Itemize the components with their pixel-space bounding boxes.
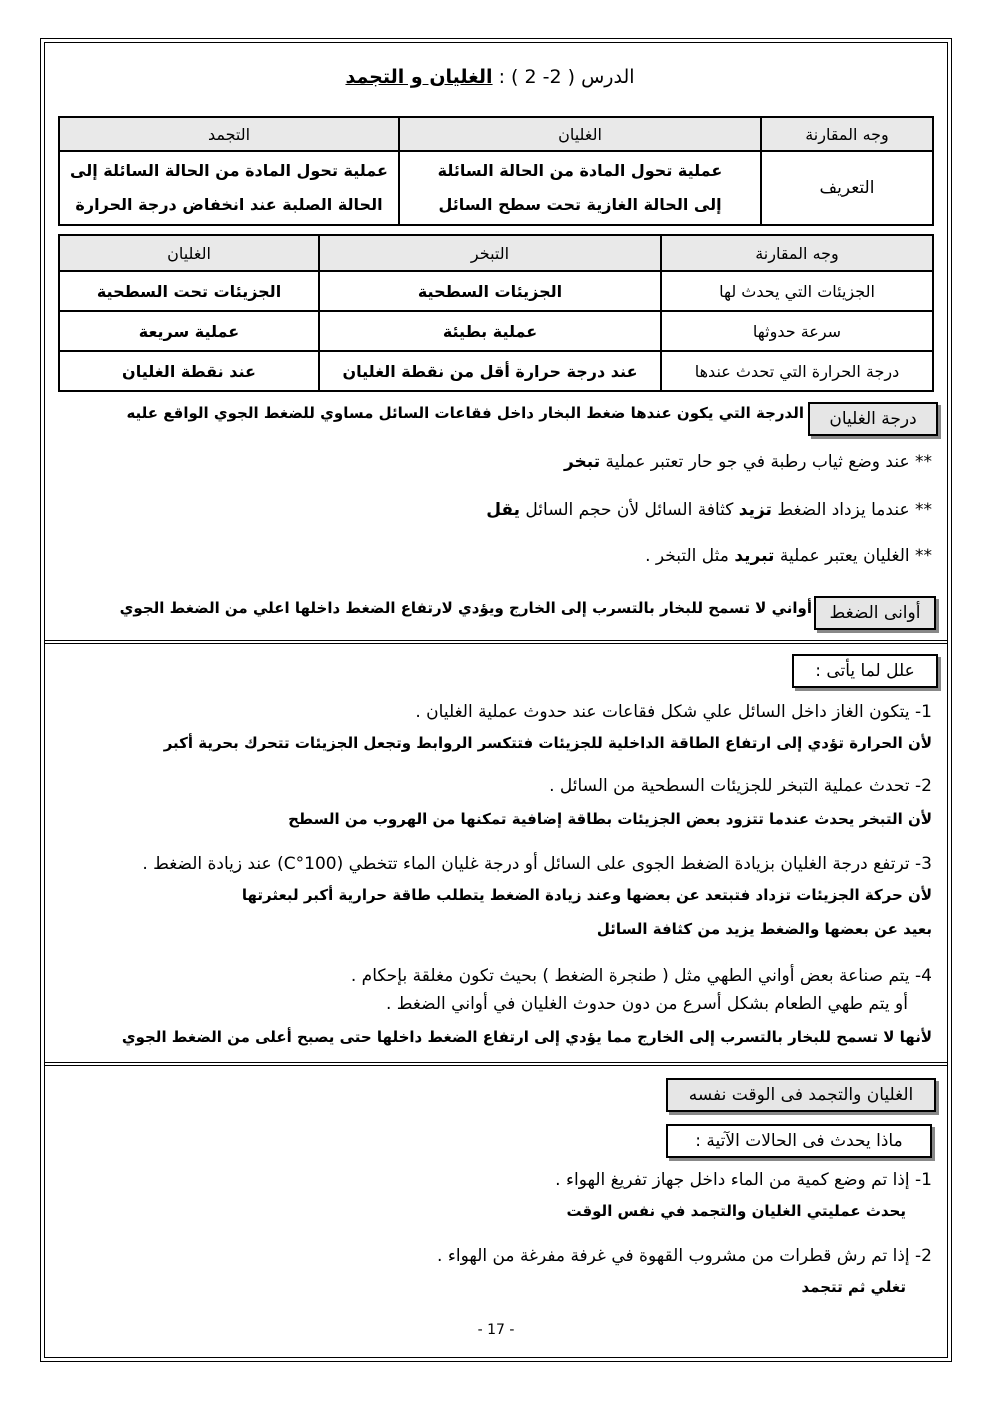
explain-a1: لأن الحرارة تؤدي إلى ارتفاع الطاقة الداخلية للجزيئات فتتكسر الروابط وتجعل الجزيئات تتحرك بحرية أكبر — [163, 734, 932, 752]
case-q1: 1- إذا تم وضع كمية من الماء داخل جهاز تفريغ الهواء . — [555, 1170, 932, 1190]
comparison-table-definition — [58, 116, 934, 226]
boiling-point-definition: الدرجة التي يكون عندها ضغط البخار داخل فقاعات السائل مساوي للضغط الجوي الواقع عليه — [126, 404, 804, 422]
row-label: سرعة حدوثها — [661, 311, 933, 351]
evap-value: عند درجة حرارة أقل من نقطة الغليان — [319, 351, 661, 391]
explain-q4-alt: أو يتم طهي الطعام بشكل أسرع من دون حدوث الغليان في أواني الضغط . — [385, 994, 908, 1014]
case-a2: تغلي ثم تتجمد — [801, 1278, 906, 1296]
header-boiling: الغليان — [59, 235, 319, 271]
table-row — [59, 311, 933, 351]
header-aspect: وجه المقارنة — [761, 117, 933, 151]
explain-heading: علل لما يأتى : — [792, 654, 938, 688]
page-number: - 17 - — [477, 1322, 515, 1338]
header-evaporation: التبخر — [319, 235, 661, 271]
explain-q4: 4- يتم صناعة بعض أواني الطهي مثل ( طنجرة الضغط ) بحيث تكون مغلقة بإحكام . — [350, 966, 932, 986]
row-label: درجة الحرارة التي تحدث عندها — [661, 351, 933, 391]
simultaneous-heading: الغليان والتجمد فى الوقت نفسه — [666, 1078, 936, 1112]
header-aspect: وجه المقارنة — [661, 235, 933, 271]
evap-value: عملية بطيئة — [319, 311, 661, 351]
row-label-definition: التعريف — [761, 151, 933, 225]
explain-q2: 2- تحدث عملية التبخر للجزيئات السطحية من السائل . — [549, 776, 932, 796]
boil-value: عملية سريعة — [59, 311, 319, 351]
comparison-table-evaporation-boiling — [58, 234, 934, 392]
evap-value: الجزيئات السطحية — [319, 271, 661, 311]
table-row — [59, 271, 933, 311]
table-row — [59, 351, 933, 391]
lesson-title: الدرس ( 2- 2 ) : الغليان و التجمد — [345, 66, 635, 88]
explain-a4: لأنها لا تسمح للبخار بالتسرب إلى الخارج مما يؤدي إلى ارتفاع الضغط داخلها حتى يصبح أعلى من الضغط الجوي — [121, 1028, 932, 1046]
section-divider — [44, 640, 948, 644]
note-3: ** الغليان يعتبر عملية تبريد مثل التبخر . — [645, 546, 932, 566]
simultaneous-subheading: ماذا يحدث فى الحالات الآتية : — [666, 1124, 932, 1158]
note-2: ** عندما يزداد الضغط تزيد كثافة السائل لأن حجم السائل يقل — [486, 500, 932, 520]
pressure-cooker-label: أوانى الضغط — [814, 596, 936, 630]
explain-a3-line2: بعيد عن بعضها والضغط يزيد من كثافة السائل — [596, 920, 932, 938]
section-divider — [44, 1062, 948, 1066]
explain-a2: لأن التبخر يحدث عندما تتزود بعض الجزيئات بطاقة إضافية تمكنها من الهروب من السطح — [288, 810, 932, 828]
boiling-point-label: درجة الغليان — [808, 402, 938, 436]
explain-q3: 3- ترتفع درجة الغليان بزيادة الضغط الجوى على السائل أو درجة غليان الماء تتخطي (100°C) عند زيادة الضغط . — [142, 854, 932, 874]
boil-value: عند نقطة الغليان — [59, 351, 319, 391]
boiling-definition: عملية تحول المادة من الحالة السائلة إلى الحالة الغازية تحت سطح السائل — [399, 151, 761, 225]
explain-q1: 1- يتكون الغاز داخل السائل علي شكل فقاعات عند حدوث عملية الغليان . — [415, 702, 932, 722]
boil-value: الجزيئات تحت السطحية — [59, 271, 319, 311]
explain-a3-line1: لأن حركة الجزيئات تزداد فتبتعد عن بعضها وعند زيادة الضغط يتطلب طاقة حرارية أكبر لبعثرتها — [241, 886, 932, 904]
row-label: الجزيئات التي يحدث لها — [661, 271, 933, 311]
header-freezing: التجمد — [59, 117, 399, 151]
pressure-cooker-definition: أواني لا تسمح للبخار بالتسرب إلى الخارج ويؤدي لارتفاع الضغط داخلها اعلي من الضغط الجوي — [119, 599, 812, 617]
case-a1: يحدث عمليتي الغليان والتجمد في نفس الوقت — [566, 1202, 906, 1220]
note-1: ** عند وضع ثياب رطبة في جو حار تعتبر عملية تبخر — [563, 452, 932, 472]
freezing-definition: عملية تحول المادة من الحالة السائلة إلى الحالة الصلبة عند انخفاض درجة الحرارة — [59, 151, 399, 225]
case-q2: 2- إذا تم رش قطرات من مشروب القهوة في غرفة مفرغة من الهواء . — [437, 1246, 932, 1266]
header-boiling: الغليان — [399, 117, 761, 151]
